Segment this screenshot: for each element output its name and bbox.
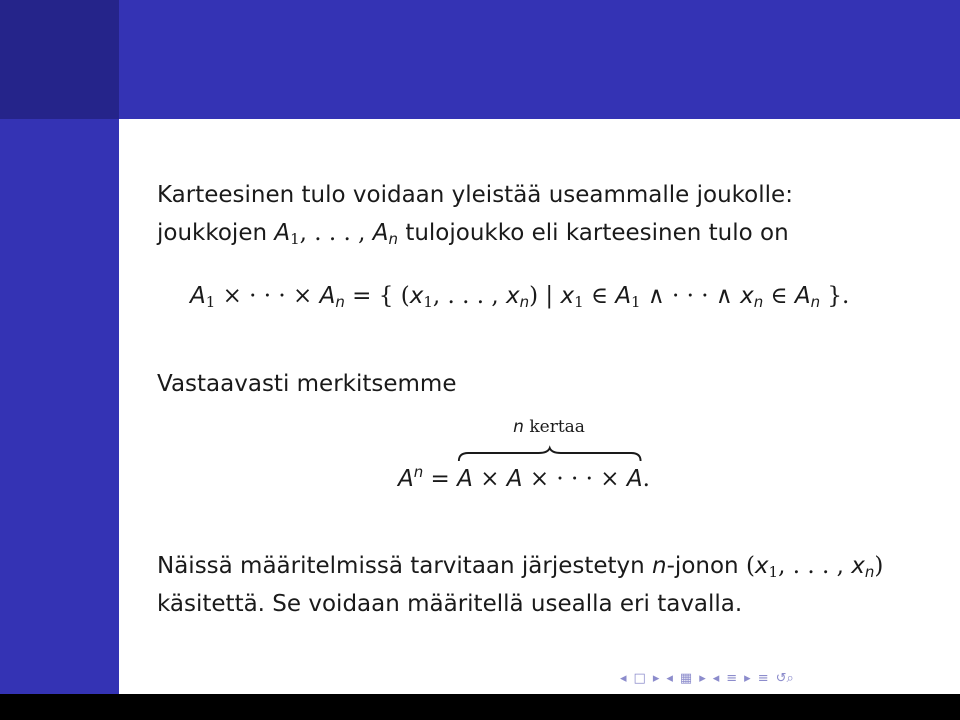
intro-line-1: Karteesinen tulo voidaan yleistää useammalle joukolle: [157, 182, 793, 208]
subsection-prev-icon[interactable]: ◂ [712, 671, 720, 686]
tuple-paragraph [157, 547, 883, 623]
subsection-icon[interactable]: ≡ [726, 671, 738, 686]
corner-logo-area [0, 0, 119, 119]
cartesian-product-formula: $A_1$ × · · · × $A_n$ = { ($x_1$, . . . , $x_n$) | $x_1$ ∈ $A_1$ ∧ · · · ∧ $x_n$ ∈ $A_n$ }. [190, 283, 850, 311]
brace-label: n kertaa [513, 417, 585, 437]
align-icon[interactable]: ≡ [757, 671, 769, 686]
frame-prev-icon[interactable]: ◂ [620, 671, 627, 686]
intro-line-2: joukkojen $A_1$, . . . , $A_n$ tulojoukko eli karteesinen tulo on [157, 220, 789, 248]
section-icon[interactable]: ▦ [679, 671, 693, 686]
tuple-line-1: Näissä määritelmissä tarvitaan järjestetyn n-jonon ($x_1$, . . . , $x_n$) [157, 553, 884, 581]
subsection-next-icon[interactable]: ▸ [744, 671, 751, 686]
left-sidebar-band [0, 119, 119, 694]
overbrace-shape [457, 448, 642, 462]
section-next-icon[interactable]: ▸ [699, 671, 706, 686]
search-icon[interactable]: ↺⌕ [775, 671, 794, 686]
tuple-line-2: käsitettä. Se voidaan määritellä usealla eri tavalla. [157, 591, 743, 617]
intro-paragraph [157, 176, 793, 252]
power-notation-formula: $A^n$ = n kertaa A × A × · · · × A. [398, 460, 650, 498]
top-header-band [0, 0, 960, 119]
section-prev-icon[interactable]: ◂ [666, 671, 673, 686]
bottom-footer-band [0, 694, 960, 720]
notation-intro: Vastaavasti merkitsemme [157, 371, 457, 397]
beamer-navigation-bar [620, 670, 794, 688]
frame-icon[interactable]: □ [633, 671, 646, 686]
frame-next-icon[interactable]: ▸ [652, 671, 660, 686]
overbrace-group: n kertaa A × A × · · · × A [457, 417, 643, 492]
